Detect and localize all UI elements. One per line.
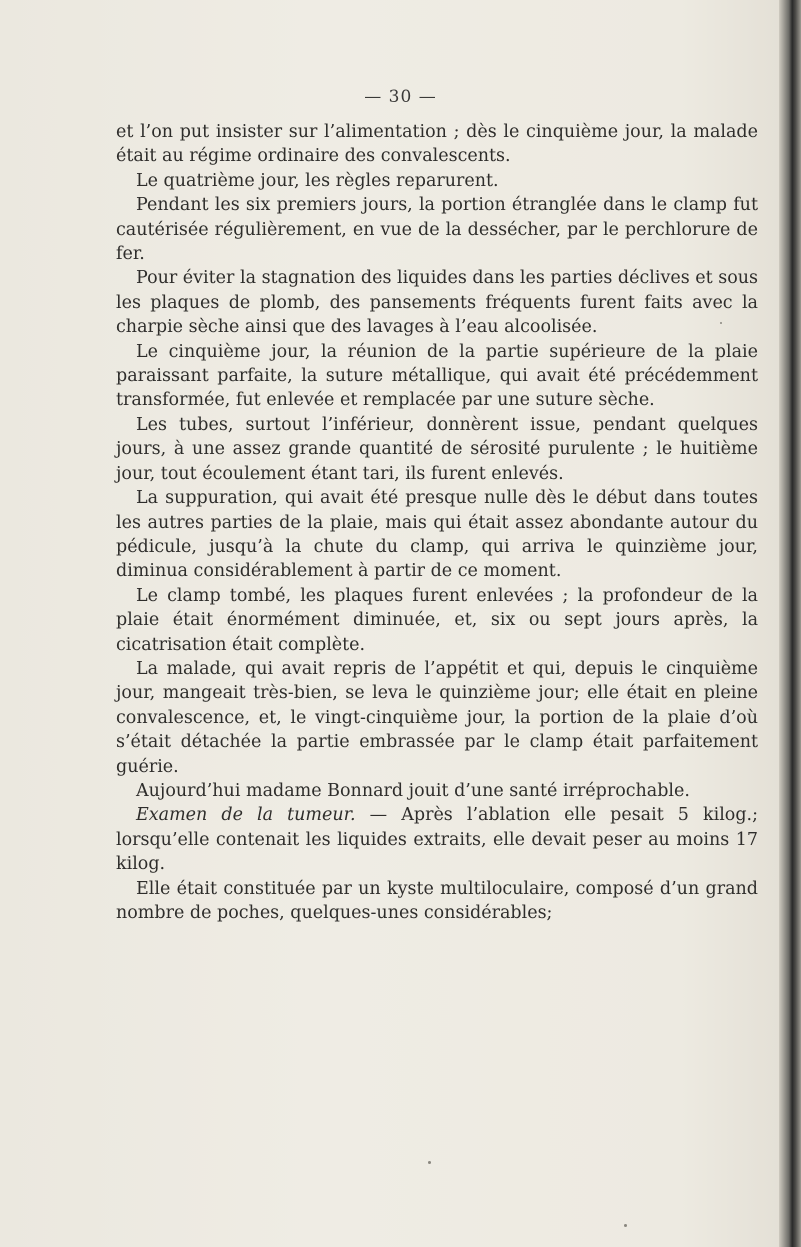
- page-edge: [779, 0, 801, 1247]
- page-number: — 30 —: [364, 87, 437, 107]
- exam-paragraph: [116, 803, 758, 876]
- paragraph: Les tubes, surtout l’inférieur, donnèrent issue, pendant quelques jours, à une assez grande quantité de sérosité purulente ; le huitième jour, tout écoulement étant tari, ils furent enlevés.: [116, 414, 758, 484]
- paper-speck: [428, 1161, 431, 1164]
- exam-heading: Examen de la tumeur.: [136, 805, 356, 826]
- paper-speck: [720, 322, 722, 324]
- paragraph: La malade, qui avait repris de l’appétit et qui, depuis le cinquième jour, mangeait très-bien, se leva le quinzième jour; elle était en pleine convalescence, et, le vingt-cinquième jour, la portion de la plaie d’où s’était détachée la partie embrassée par le clamp était parfaitement guérie.: [116, 658, 758, 777]
- exam-text: — Après l’ablation elle pesait 5 kilog.; lorsqu’elle contenait les liquides extraits, elle devait peser au moins 17 kilog.: [116, 805, 758, 875]
- paragraph: Le cinquième jour, la réunion de la partie supérieure de la plaie paraissant parfaite, la suture métallique, qui avait été précédemment transformée, fut enlevée et remplacée par une suture sèche.: [116, 341, 758, 411]
- paragraph: Pour éviter la stagnation des liquides dans les parties déclives et sous les plaques de plomb, des pansements fréquents furent faits avec la charpie sèche ainsi que des lavages à l’eau alcoolisée.: [116, 268, 758, 338]
- paragraph: La suppuration, qui avait été presque nulle dès le début dans toutes les autres parties de la plaie, mais qui était assez abondante autour du pédicule, jusqu’à la chute du clamp, qui arriva le quinzième jour, diminua considérablement à partir de ce moment.: [116, 488, 758, 582]
- paragraph: et l’on put insister sur l’alimentation ; dès le cinquième jour, la malade était au régime ordinaire des convalescents.: [116, 122, 758, 167]
- paragraph: Le clamp tombé, les plaques furent enlevées ; la profondeur de la plaie était énormément diminuée, et, six ou sept jours après, la cicatrisation était complète.: [116, 585, 758, 655]
- final-paragraph: Elle était constituée par un kyste multiloculaire, composé d’un grand nombre de poches, quelques-unes considérables;: [116, 878, 758, 923]
- paragraph: Pendant les six premiers jours, la portion étranglée dans le clamp fut cautérisée régulièrement, en vue de la dessécher, par le perchlorure de fer.: [116, 195, 758, 265]
- body-text: [116, 120, 758, 925]
- paragraph: Le quatrième jour, les règles reparurent.: [136, 170, 499, 191]
- paper-speck: [624, 1224, 627, 1227]
- paragraph: Aujourd’hui madame Bonnard jouit d’une santé irréprochable.: [136, 780, 690, 801]
